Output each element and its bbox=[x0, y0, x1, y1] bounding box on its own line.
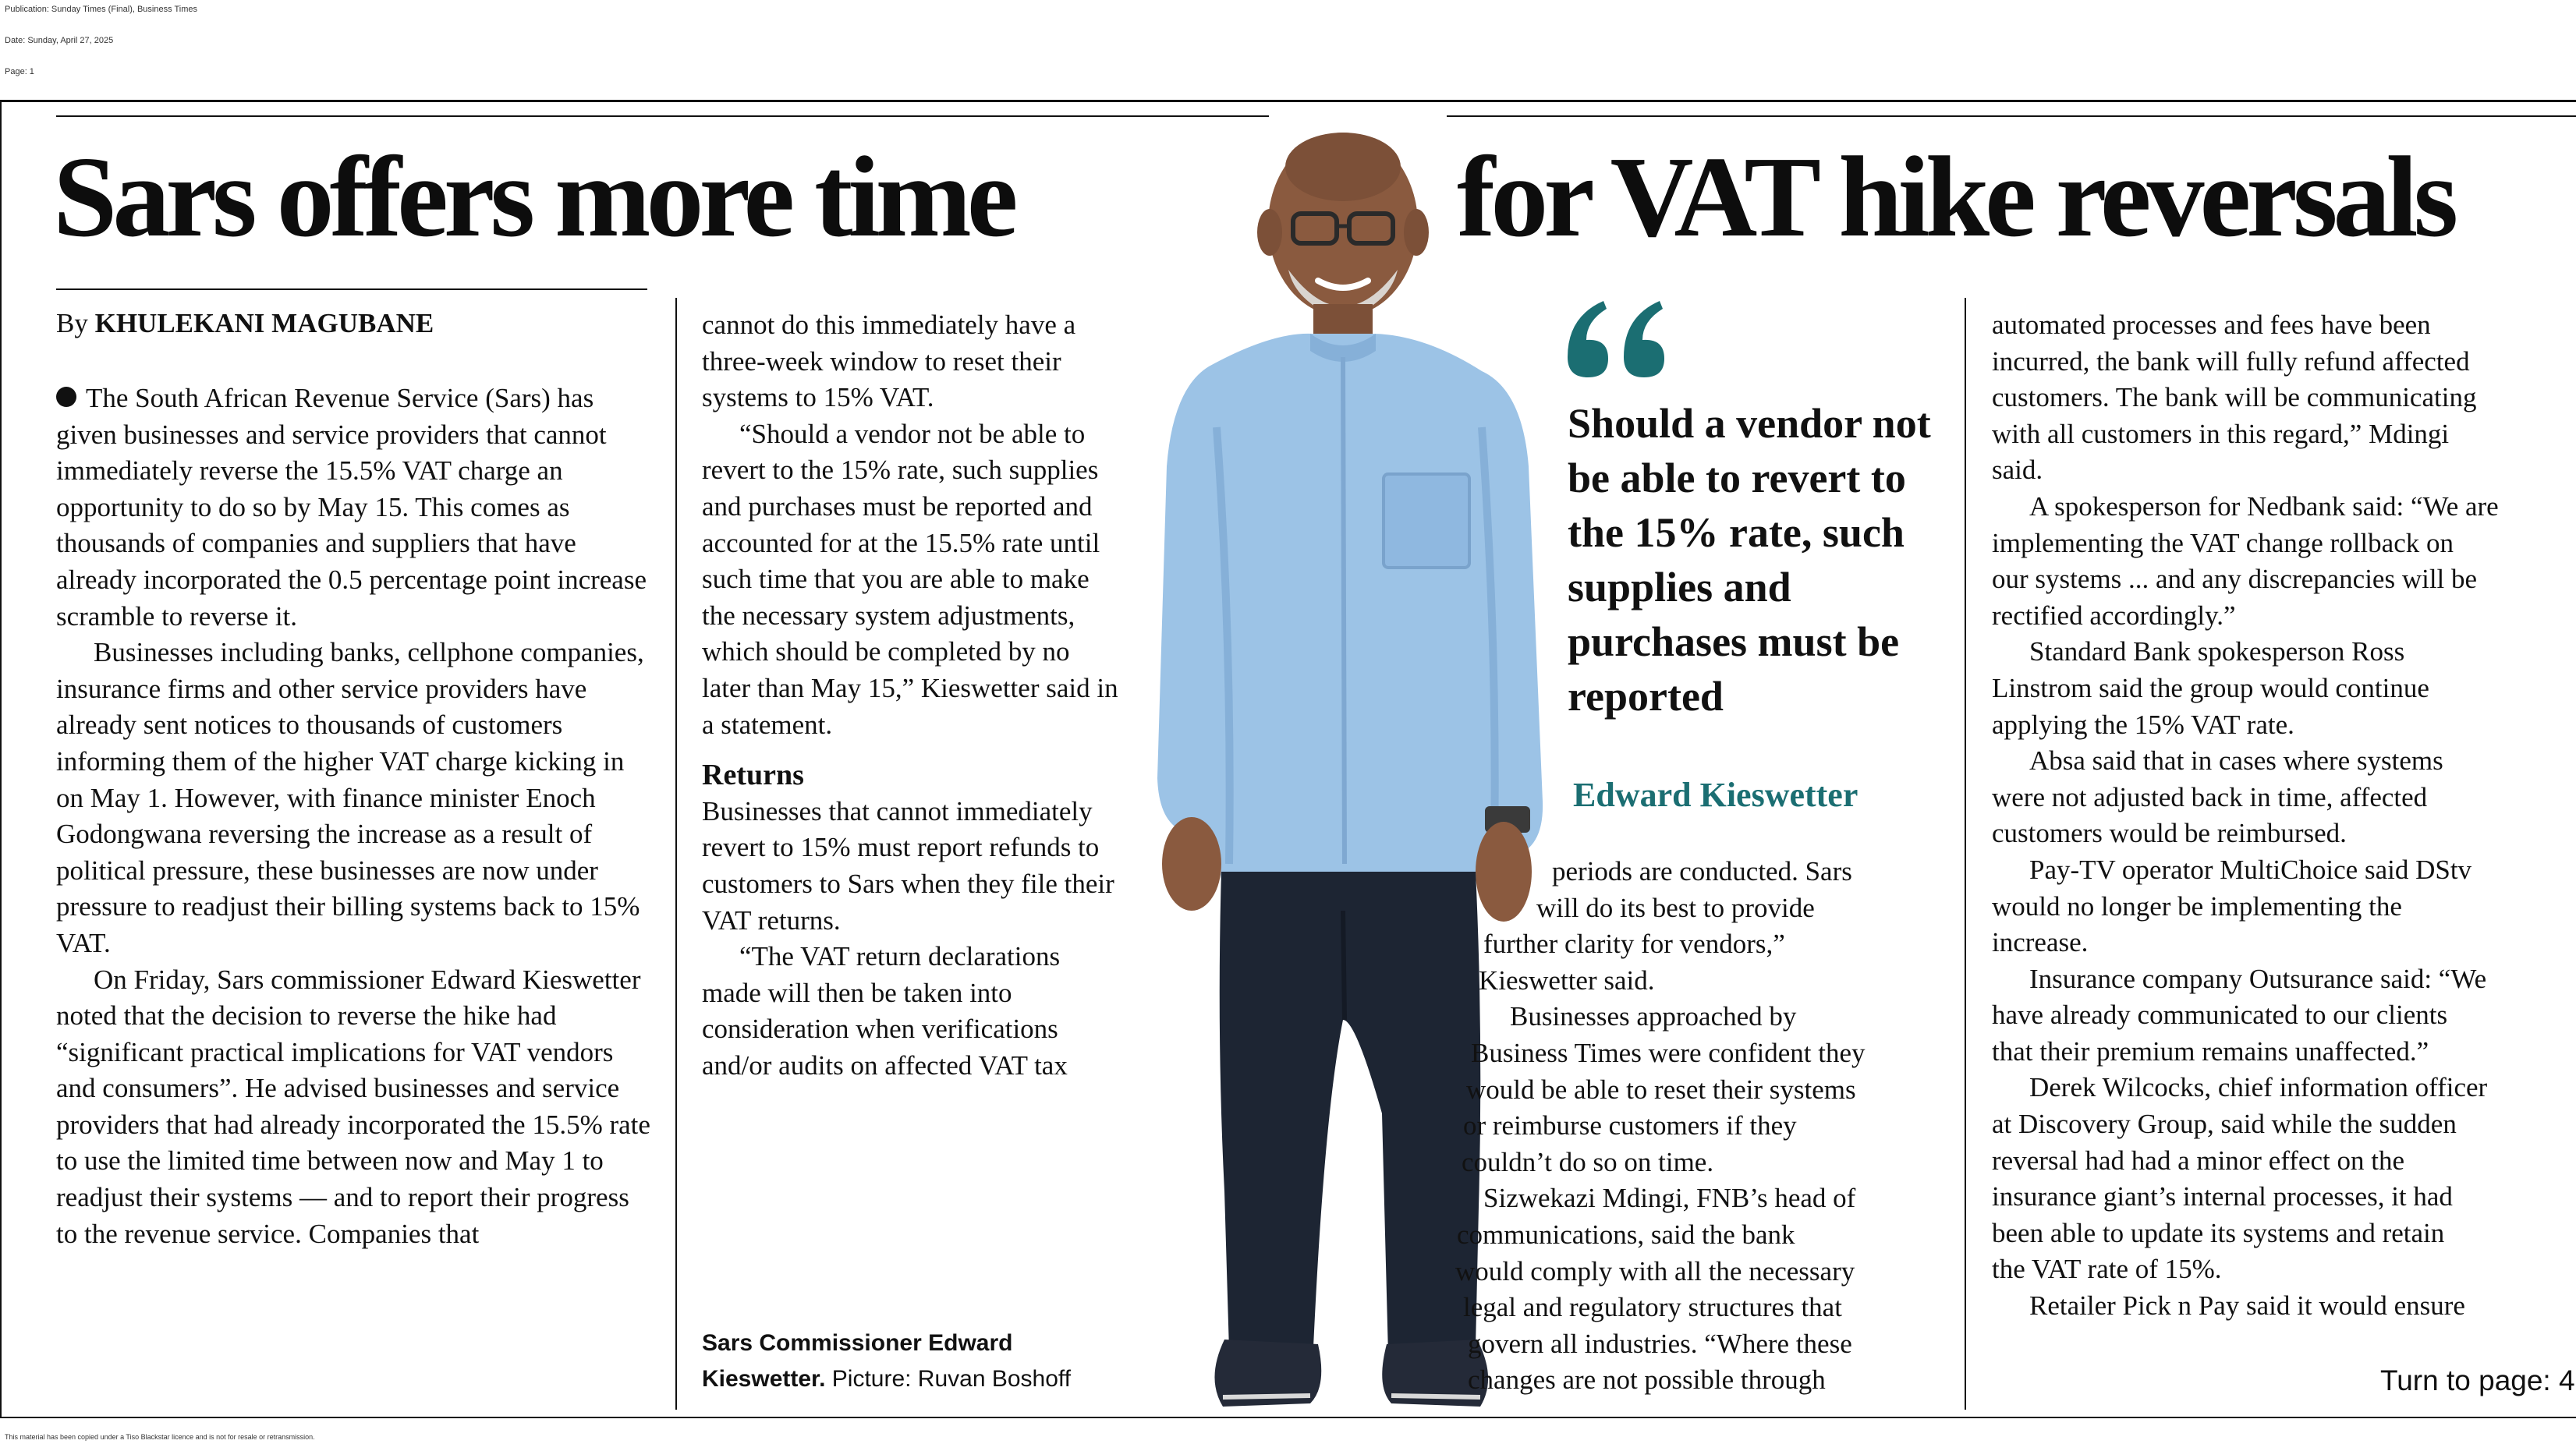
text-line: would be able to reset their systems bbox=[1466, 1074, 1856, 1105]
page-line: Page: 1 bbox=[5, 67, 34, 76]
paragraph: Businesses that cannot immediately revert to 15% must report refunds to customers to Sars when they file their VAT returns. bbox=[702, 795, 1114, 936]
text-line: Derek Wilcocks, chief information officer bbox=[2029, 1072, 2488, 1103]
paragraph: “The VAT return declarations made will then be taken into consideration when verifications and/or audits on affected VAT tax bbox=[702, 941, 1068, 1081]
article-column-4 bbox=[1452, 854, 1951, 1399]
text-line: couldn’t do so on time. bbox=[1462, 1146, 1714, 1177]
text-line: Sizwekazi Mdingi, FNB’s head of bbox=[1483, 1183, 1856, 1214]
frame-left-rule bbox=[0, 100, 2, 1418]
text-line: incurred, the bank will fully refund affected bbox=[1992, 345, 2470, 377]
text-line: Pay-TV operator MultiChoice said DStv bbox=[2029, 854, 2472, 885]
article-column-2 bbox=[702, 307, 1123, 1084]
text-line: would comply with all the necessary bbox=[1455, 1255, 1855, 1286]
text-line: govern all industries. “Where these bbox=[1468, 1328, 1852, 1359]
text-line: Standard Bank spokesperson Ross bbox=[2029, 636, 2405, 667]
text-line: Retailer Pick n Pay said it would ensure bbox=[2029, 1290, 2465, 1322]
headline-rule-right bbox=[1447, 115, 2576, 117]
text-line: rectified accordingly.” bbox=[1992, 600, 2236, 631]
paragraph: “Should a vendor not be able to revert to the 15% rate, such supplies and purchases must be reported and accounted for at the 15.5% rate until such time that you are able to make the necessary system adjustments, which should be completed by no later than May 15,” Kieswetter said in a statement. bbox=[702, 418, 1118, 740]
text-line: Business Times were confident they bbox=[1471, 1037, 1866, 1068]
paragraph: Businesses including banks, cellphone companies, insurance firms and other service providers have already sent notices to thousands of customers informing them of the higher VAT charge kicking in on May 1. However, with finance minister Enoch Godongwana reversing the increase as a result of political pressure, these businesses are now under pressure to readjust their billing systems back to 15% VAT. bbox=[56, 637, 644, 958]
article-column-5 bbox=[1992, 307, 2576, 1325]
subhead-returns: Returns bbox=[702, 759, 804, 792]
text-line: changes are not possible through bbox=[1468, 1364, 1826, 1396]
licence-note: This material has been copied under a Tiso Blackstar licence and is not for resale or retransmission. bbox=[5, 1433, 315, 1441]
text-line: will do its best to provide bbox=[1536, 892, 1815, 923]
text-line: insurance giant’s internal processes, it had bbox=[1992, 1181, 2453, 1212]
text-line: were not adjusted back in time, affected bbox=[1992, 781, 2428, 812]
headline-part-2: for VAT hike reversals bbox=[1457, 133, 2454, 261]
text-line: A spokesperson for Nedbank said: “We are bbox=[2029, 490, 2499, 522]
text-line: Businesses approached by bbox=[1510, 1001, 1797, 1032]
paragraph: On Friday, Sars commissioner Edward Kieswetter noted that the decision to reverse the hike had “significant practical implications for VAT vendors and consumers”. He advised businesses and service providers that had already incorporated the 15.5% rate to use the limited time between now and May 1 to readjust their systems — and to report their progress to the revenue service. Companies that bbox=[56, 964, 650, 1249]
column-rule bbox=[1965, 298, 1966, 1410]
byline-prefix: By bbox=[56, 308, 88, 338]
byline-rule bbox=[56, 288, 647, 290]
pull-quote-attribution: Edward Kieswetter bbox=[1573, 776, 1858, 814]
quote-marks-icon bbox=[1560, 295, 1677, 380]
text-line: communications, said the bank bbox=[1457, 1219, 1795, 1250]
text-line: have already communicated to our clients bbox=[1992, 1000, 2448, 1031]
text-line: applying the 15% VAT rate. bbox=[1992, 709, 2294, 740]
text-line: at Discovery Group, said while the sudden bbox=[1992, 1109, 2457, 1140]
text-line: said. bbox=[1992, 455, 2043, 486]
text-line: Linstrom said the group would continue bbox=[1992, 672, 2429, 703]
turn-to-page-link[interactable]: Turn to page: 4 bbox=[2380, 1364, 2575, 1396]
text-line: reversal had had a minor effect on the bbox=[1992, 1145, 2404, 1176]
text-line: Absa said that in cases where systems bbox=[2029, 745, 2443, 777]
text-line: that their premium remains unaffected.” bbox=[1992, 1035, 2429, 1067]
text-line: increase. bbox=[1992, 927, 2089, 958]
text-line: or reimburse customers if they bbox=[1463, 1110, 1797, 1141]
text-line: customers. The bank will be communicating bbox=[1992, 382, 2477, 413]
caption-credit: Picture: Ruvan Boshoff bbox=[831, 1366, 1072, 1392]
text-line: customers would be reimbursed. bbox=[1992, 818, 2347, 849]
pull-quote-text: Should a vendor not be able to revert to the 15% rate, such supplies and purchases must be reported bbox=[1568, 400, 1931, 720]
publication-line: Publication: Sunday Times (Final), Business Times bbox=[5, 5, 197, 14]
article-column-1 bbox=[56, 380, 654, 1252]
byline bbox=[56, 306, 434, 342]
text-line: legal and regulatory structures that bbox=[1463, 1292, 1842, 1323]
caption-line-2: Kieswetter. bbox=[702, 1366, 826, 1392]
text-line: Kieswetter said. bbox=[1479, 964, 1655, 996]
caption-line-1: Sars Commissioner Edward bbox=[702, 1330, 1013, 1356]
byline-author: KHULEKANI MAGUBANE bbox=[94, 308, 434, 338]
date-line: Date: Sunday, April 27, 2025 bbox=[5, 36, 114, 45]
text-line: our systems ... and any discrepancies will be bbox=[1992, 564, 2478, 595]
text-line: would no longer be implementing the bbox=[1992, 890, 2402, 922]
text-line: automated processes and fees have been bbox=[1992, 310, 2431, 340]
paragraph: The South African Revenue Service (Sars) has given businesses and service providers that cannot immediately reverse the 15.5% VAT charge an opportunity to do so by May 15. This comes as thousands of companies and suppliers that have already incorporated the 0.5 percentage point increase scramble to reverse it. bbox=[56, 383, 647, 632]
text-line: the VAT rate of 15%. bbox=[1992, 1254, 2222, 1285]
text-line: Insurance company Outsurance said: “We bbox=[2029, 963, 2487, 994]
headline-part-1: Sars offers more time bbox=[53, 133, 1014, 261]
bullet-icon bbox=[56, 387, 76, 407]
text-line: with all customers in this regard,” Mdingi bbox=[1992, 418, 2450, 449]
text-line: periods are conducted. Sars bbox=[1552, 856, 1852, 887]
paragraph: cannot do this immediately have a three-week window to reset their systems to 15% VAT. bbox=[702, 310, 1076, 413]
text-line: implementing the VAT change rollback on bbox=[1992, 527, 2454, 558]
column-rule bbox=[675, 298, 677, 1410]
text-line: further clarity for vendors,” bbox=[1483, 929, 1785, 960]
text-line: been able to update its systems and retain bbox=[1992, 1217, 2445, 1248]
photo-caption bbox=[702, 1325, 1071, 1397]
